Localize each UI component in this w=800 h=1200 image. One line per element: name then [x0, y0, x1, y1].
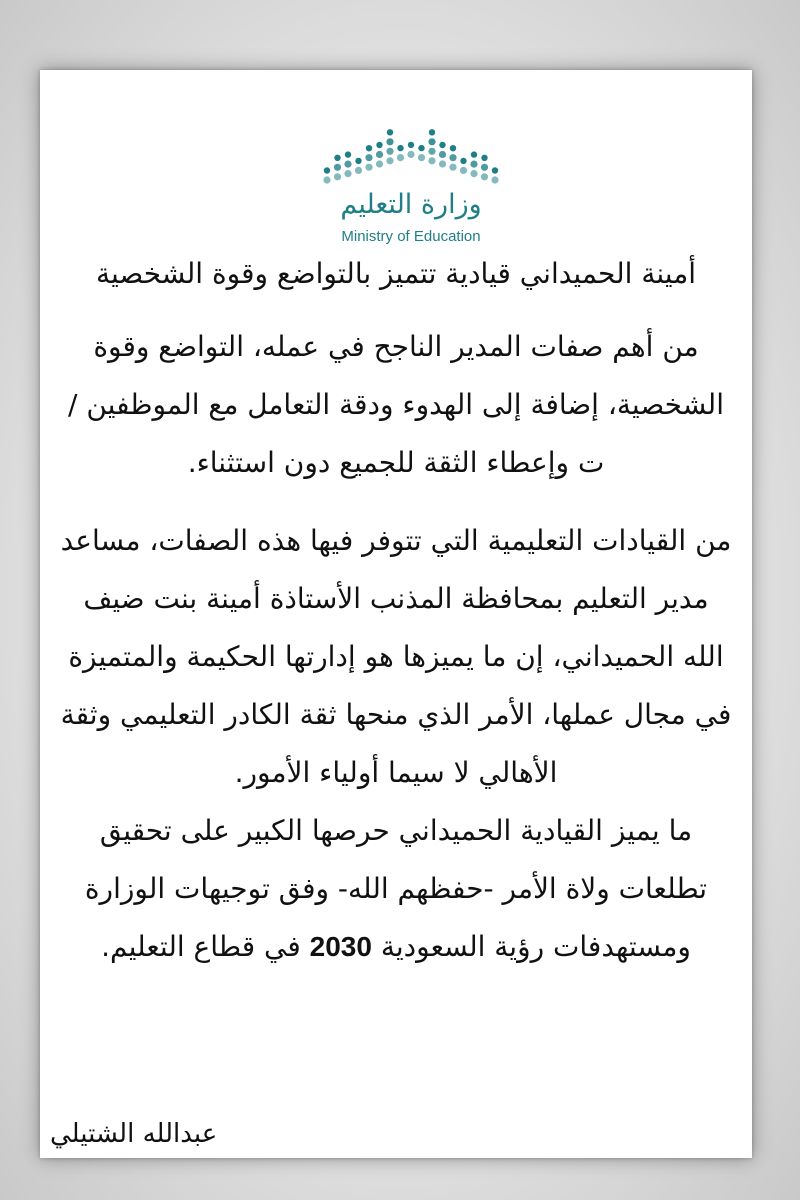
logo-dot [449, 154, 456, 161]
logo-dot [376, 160, 383, 167]
logo-dot [460, 167, 467, 174]
logo-dot [334, 155, 340, 161]
article-paragraph-2: من القيادات التعليمية التي تتوفر فيها هذه الصفات، مساعد مدير التعليم بمحافظة المذنب الأستاذة أمينة بنت ضيف الله الحميداني، إن ما يميزها هو إدارتها الحكيمة والمتميزة في مجال عملها، الأمر الذي منحها ثقة الكادر التعليمي وثقة الأهالي لا سيما أولياء الأمور. [60, 524, 732, 789]
logo-dot [418, 145, 424, 151]
logo-dot [397, 145, 403, 151]
logo-dot [481, 164, 488, 171]
logo-dot [481, 155, 487, 161]
logo-dot [334, 173, 341, 180]
logo-dot [471, 151, 477, 157]
logo-dot [492, 167, 498, 173]
article-paragraph-3 [60, 802, 732, 976]
logo-dot [376, 151, 383, 158]
logo-dot [439, 160, 446, 167]
logo-dot [345, 151, 351, 157]
vision-year: 2030 [309, 931, 372, 962]
logo-arabic-text: وزارة التعليم [340, 189, 482, 220]
logo-dot [334, 164, 341, 171]
logo-dot [366, 145, 372, 151]
logo-dot [344, 170, 351, 177]
logo-dot [407, 151, 414, 158]
logo-dot [418, 154, 425, 161]
article-headline: أمينة الحميداني قيادية تتميز بالتواضع وقوة الشخصية [95, 257, 697, 290]
ministry-logo [316, 108, 506, 248]
paragraph-3-text: ما يميز القيادية الحميداني حرصها الكبير على تحقيق تطلعات ولاة الأمر -حفظهم الله- وفق توجيهات الوزارة ومستهدفات رؤية السعودية [84, 814, 708, 963]
logo-dot [439, 151, 446, 158]
logo-dot [387, 129, 393, 135]
logo-dot [376, 142, 382, 148]
logo-dot [408, 142, 414, 148]
logo-dot [470, 170, 477, 177]
logo-dot [449, 164, 456, 171]
author-signature: عبدالله الشتيلي [50, 1119, 218, 1149]
logo-english-text: Ministry of Education [341, 228, 481, 245]
logo-dot [439, 142, 445, 148]
logo-dot [344, 161, 351, 168]
logo-dot [470, 161, 477, 168]
logo-dot [429, 129, 435, 135]
logo-dot [355, 158, 361, 164]
logo-dot [460, 158, 466, 164]
article-body [60, 248, 732, 976]
logo-dot [323, 176, 330, 183]
logo-dot [428, 157, 435, 164]
logo-dots-icon [316, 108, 506, 188]
logo-dot [397, 154, 404, 161]
logo-dot [324, 167, 330, 173]
logo-dot [365, 164, 372, 171]
logo-dot [365, 154, 372, 161]
logo-dot [355, 167, 362, 174]
logo-dot [386, 138, 393, 145]
logo-dot [428, 138, 435, 145]
logo-dot [450, 145, 456, 151]
logo-dot [386, 157, 393, 164]
article-paragraph-1: من أهم صفات المدير الناجح في عمله، التواضع وقوة الشخصية، إضافة إلى الهدوء ودقة التعامل مع الموظفين / ت وإعطاء الثقة للجميع دون استثناء. [68, 330, 724, 479]
document-page [40, 70, 752, 1158]
logo-dot [481, 173, 488, 180]
logo-dot [386, 148, 393, 155]
logo-dot [491, 176, 498, 183]
logo-dot [428, 148, 435, 155]
paragraph-3-end: في قطاع التعليم. [101, 930, 301, 963]
